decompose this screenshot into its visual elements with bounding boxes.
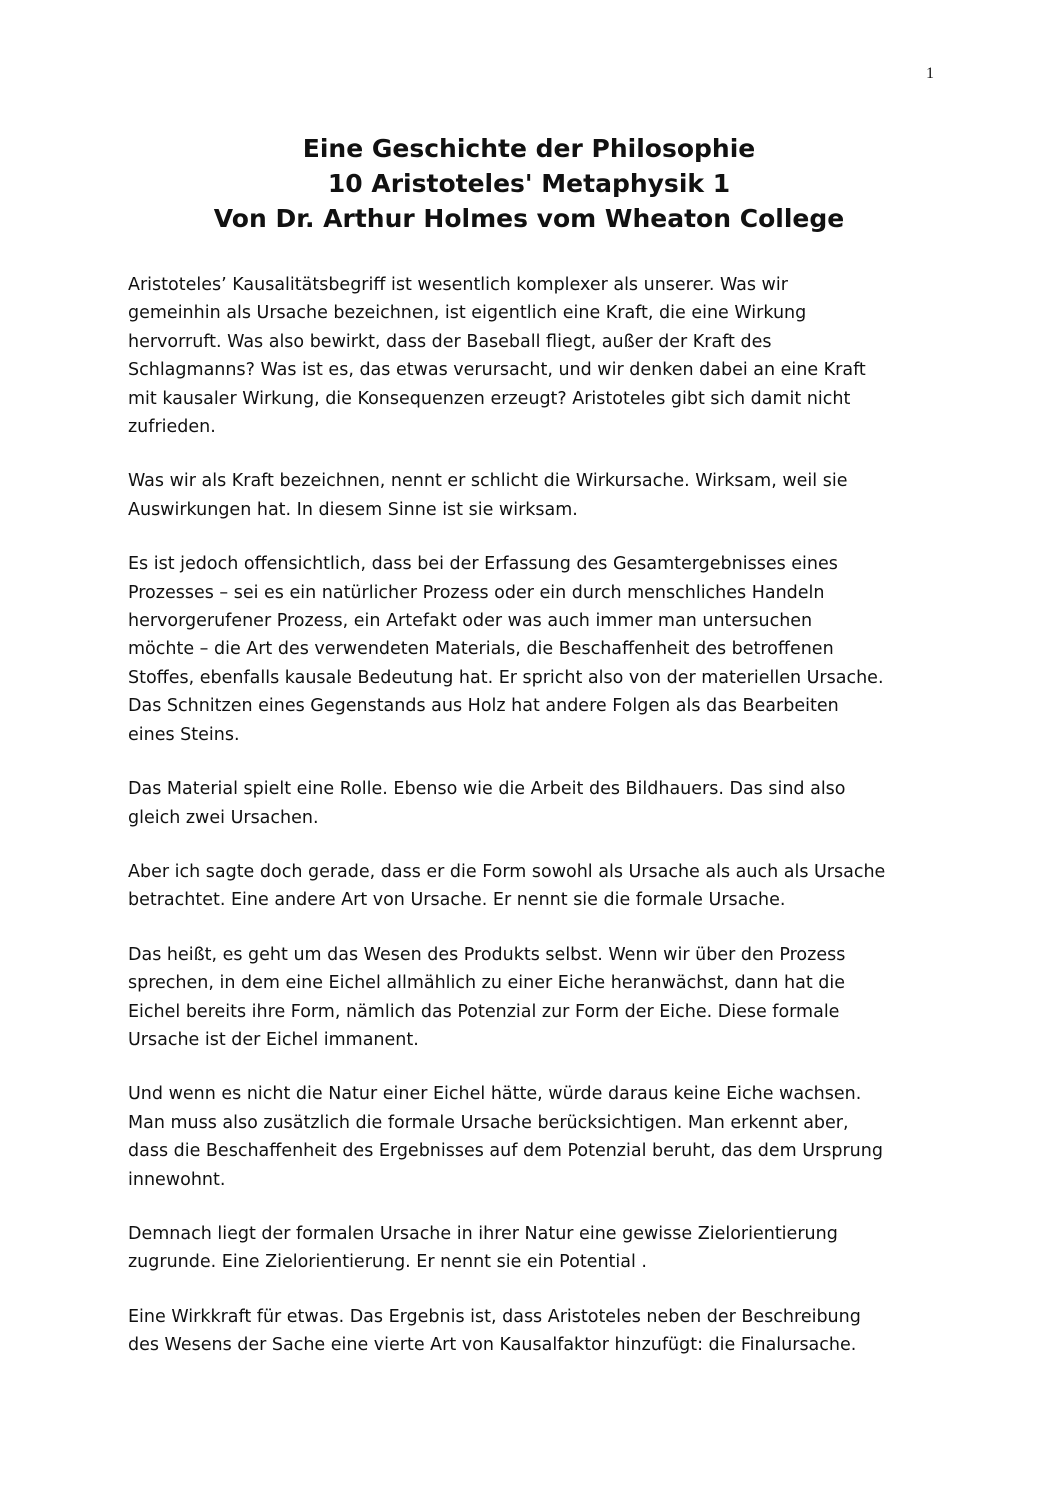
- text-line: Eichel bereits ihre Form, nämlich das Potenzial zur Form der Eiche. Diese formale: [128, 1001, 840, 1022]
- paragraph: [128, 941, 933, 1055]
- text-line: Man muss also zusätzlich die formale Ursache berücksichtigen. Man erkennt aber,: [128, 1112, 849, 1133]
- text-line: Es ist jedoch offensichtlich, dass bei der Erfassung des Gesamtergebnisses eines: [128, 554, 838, 575]
- text-line: Schlagmanns? Was ist es, das etwas verursacht, und wir denken dabei an eine Kraft: [128, 360, 866, 381]
- text-line: Demnach liegt der formalen Ursache in ihrer Natur eine gewisse Zielorientierung: [128, 1223, 838, 1244]
- text-line: Prozesses – sei es ein natürlicher Prozess oder ein durch menschliches Handeln: [128, 582, 825, 603]
- paragraph: [128, 271, 933, 441]
- text-line: mit kausaler Wirkung, die Konsequenzen erzeugt? Aristoteles gibt sich damit nicht: [128, 388, 851, 409]
- text-line: Das heißt, es geht um das Wesen des Produkts selbst. Wenn wir über den Prozess: [128, 944, 846, 965]
- text-line: Auswirkungen hat. In diesem Sinne ist sie wirksam.: [128, 499, 578, 520]
- title-line-author: Von Dr. Arthur Holmes vom Wheaton College: [213, 204, 845, 233]
- page-number: 1: [926, 65, 934, 82]
- body-text: [128, 271, 933, 1386]
- paragraph: [128, 467, 933, 524]
- text-line: innewohnt.: [128, 1169, 226, 1190]
- paragraph: [128, 550, 933, 749]
- paragraph: [128, 1080, 933, 1194]
- text-line: Und wenn es nicht die Natur einer Eichel hätte, würde daraus keine Eiche wachsen.: [128, 1084, 862, 1105]
- title-line-lecture: 10 Aristoteles' Metaphysik 1: [327, 169, 731, 198]
- text-line: hervorruft. Was also bewirkt, dass der Baseball fliegt, außer der Kraft des: [128, 331, 772, 352]
- paragraph: [128, 775, 933, 832]
- text-line: Eine Wirkkraft für etwas. Das Ergebnis ist, dass Aristoteles neben der Beschreibung: [128, 1306, 861, 1327]
- text-line: hervorgerufener Prozess, ein Artefakt oder was auch immer man untersuchen: [128, 611, 813, 632]
- text-line: Aber ich sagte doch gerade, dass er die Form sowohl als Ursache als auch als Ursache: [128, 861, 886, 882]
- paragraph: [128, 858, 933, 915]
- text-line: Stoffes, ebenfalls kausale Bedeutung hat. Er spricht also von der materiellen Ursache.: [128, 667, 884, 688]
- text-line: des Wesens der Sache eine vierte Art von Kausalfaktor hinzufügt: die Finalursache.: [128, 1335, 857, 1356]
- text-line: Das Material spielt eine Rolle. Ebenso wie die Arbeit des Bildhauers. Das sind also: [128, 779, 846, 800]
- text-line: zufrieden.: [128, 417, 216, 438]
- text-line: Das Schnitzen eines Gegenstands aus Holz hat andere Folgen als das Bearbeiten: [128, 696, 839, 717]
- text-line: gleich zwei Ursachen.: [128, 807, 319, 828]
- text-line: möchte – die Art des verwendeten Materials, die Beschaffenheit des betroffenen: [128, 639, 834, 660]
- paragraph: [128, 1303, 933, 1360]
- text-line: dass die Beschaffenheit des Ergebnisses auf dem Potenzial beruht, das dem Ursprung: [128, 1141, 883, 1162]
- text-line: zugrunde. Eine Zielorientierung. Er nennt sie ein Potential .: [128, 1252, 647, 1273]
- text-line: Was wir als Kraft bezeichnen, nennt er schlicht die Wirkursache. Wirksam, weil sie: [128, 471, 848, 492]
- text-line: betrachtet. Eine andere Art von Ursache. Er nennt sie die formale Ursache.: [128, 890, 786, 911]
- text-line: Aristoteles’ Kausalitätsbegriff ist wesentlich komplexer als unserer. Was wir: [128, 275, 788, 295]
- text-line: Ursache ist der Eichel immanent.: [128, 1029, 419, 1050]
- paragraph: [128, 1220, 933, 1277]
- text-line: gemeinhin als Ursache bezeichnen, ist eigentlich eine Kraft, die eine Wirkung: [128, 303, 807, 324]
- title-line-series: Eine Geschichte der Philosophie: [302, 134, 756, 163]
- text-line: sprechen, in dem eine Eichel allmählich zu einer Eiche heranwächst, dann hat die: [128, 973, 846, 994]
- document-title: [0, 131, 1058, 236]
- text-line: eines Steins.: [128, 724, 240, 745]
